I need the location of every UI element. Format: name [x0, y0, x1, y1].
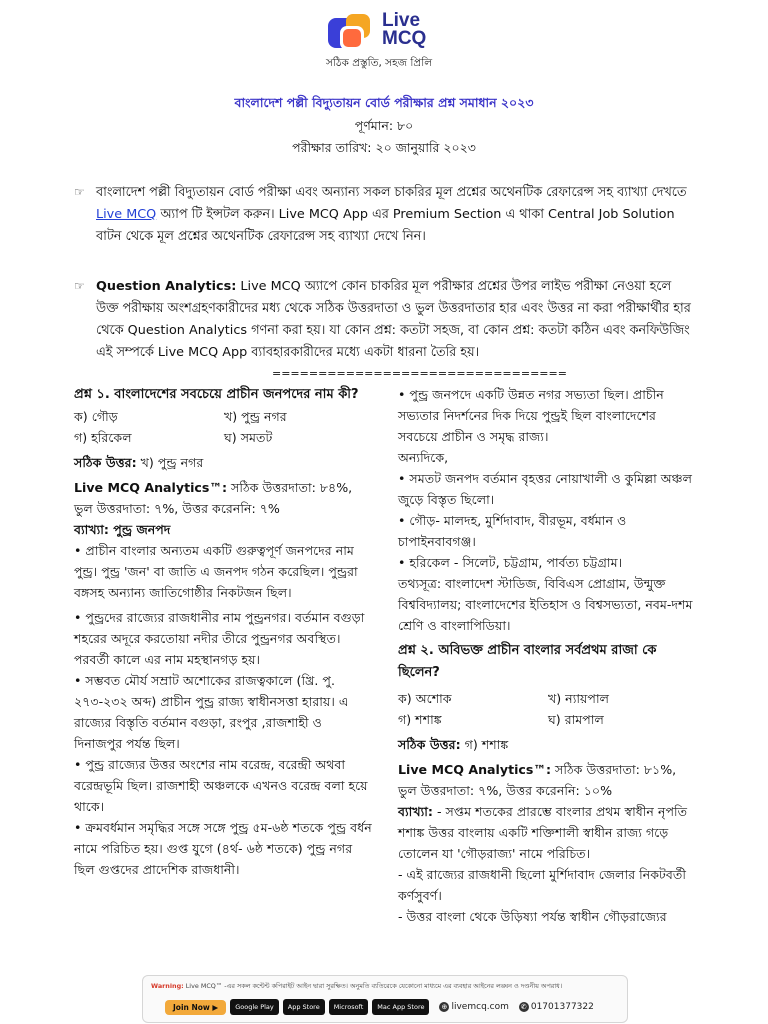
pointing-hand-icon: ☞ — [74, 279, 85, 293]
answer-value: গ) শশাঙ্ক — [460, 737, 509, 752]
explanation-paragraph: - উত্তর বাংলা থেকে উড়িষ্যা পর্যন্ত স্বাধীন গৌড়রাজ্যের — [398, 909, 667, 924]
option-ka: ক) অশোক — [398, 691, 452, 706]
warning-text: Live MCQ™ -এর সকল কন্টেন্ট কপিরাইট আইন দ্বারা সুরক্ষিত। অনুমতি ব্যতিরেকে যেকোনো মাধ্যমে এর ব্যবহার আইনের লঙ্ঘন ও দণ্ডনীয় অপরাধ। — [183, 982, 563, 990]
analytics-label: Live MCQ Analytics™: — [398, 762, 552, 777]
left-column — [74, 384, 374, 880]
question-2-answer — [398, 734, 698, 755]
explanation-paragraph: • সমতট জনপদ বর্তমান বৃহত্তর নোয়াখালী ও কুমিল্লা অঞ্চল জুড়ে বিস্তৃত ছিলো। — [398, 471, 693, 507]
explanation-paragraph: অন্যদিকে, — [398, 450, 449, 465]
phone-icon: ✆ — [519, 1002, 529, 1012]
exam-date: পরীক্ষার তারিখ: ২০ জানুয়ারি ২০২৩ — [292, 140, 476, 155]
footer-actions — [165, 998, 594, 1016]
explanation-label: ব্যাখ্যা: — [398, 804, 433, 819]
mac-app-store-badge[interactable]: Mac App Store — [372, 999, 429, 1015]
logo-tagline: সঠিক প্রস্তুতি, সহজ প্রিলি — [326, 57, 433, 69]
pointing-hand-icon: ☞ — [74, 185, 85, 199]
reference-paragraph: তথ্যসূত্র: বাংলাদেশ স্টাডিজ, বিবিএস প্রোগ্রাম, উন্মুক্ত বিশ্ববিদ্যালয়; বাংলাদেশের ইতিহাস ও বিশ্বসভ্যতা, নবম-দশম শ্রেণি ও বাংলাপিডিয়া। — [398, 576, 693, 633]
full-marks: পূর্ণমান: ৮০ — [354, 118, 414, 133]
intro-paragraph-2 — [96, 276, 694, 364]
website-link[interactable] — [439, 1002, 508, 1012]
analytics-value: সঠিক উত্তরদাতা: ৮১%, ভুল উত্তরদাতা: ৭%, উত্তর করেননি: ১০% — [398, 762, 677, 798]
phone-contact[interactable] — [519, 1002, 594, 1012]
answer-value: খ) পুন্ড্র নগর — [136, 455, 204, 470]
explanation-paragraph: • প্রাচীন বাংলার অন্যতম একটি গুরুত্বপূর্ণ জনপদের নাম পুন্ড্র। পুন্ড্র 'জন' বা জাতি এ জনপদ গঠন করেছিল। পুন্ড্ররা বঙ্গসহ অন্যান্য জাতিগোষ্ঠীর নিকটজন ছিল। — [74, 543, 358, 600]
explanation-paragraph: • সম্ভবত মৌর্য সম্রাট অশোকের রাজত্বকালে (খ্রি. পু. ২৭৩-২৩২ অব্দ) প্রাচীন পুন্ড্র রাজ্য স্বাধীনসত্তা হারায়। এ রাজ্যের বিস্তৃতি বর্তমান বগুড়া, রংপুর ,রাজশাহী ও দিনাজপুর পর্যন্ত ছিল। — [74, 673, 349, 751]
explanation-paragraph: • গৌড়- মালদহ, মুর্শিদাবাদ, বীরভূম, বর্ধমান ও চাপাইনবাবগঞ্জ। — [398, 513, 627, 549]
page-title: বাংলাদেশ পল্লী বিদ্যুতায়ন বোর্ড পরীক্ষার প্রশ্ন সমাধান ২০২৩ — [234, 95, 534, 110]
explanation-paragraph: • ক্রমবর্ধমান সমৃদ্ধির সঙ্গে সঙ্গে পুন্ড্র ৫ম-৬ষ্ঠ শতকে পুন্ড্র বর্ধন নামে পরিচিত হয়। গুপ্ত যুগে (৪র্থ- ৬ষ্ঠ শতকে) পুন্ড্র নগর ছিল গুপ্তদের প্রাদেশিক রাজধানী। — [74, 820, 372, 877]
option-kha: খ) পুন্ড্র নগর — [224, 409, 287, 424]
question-2-options — [398, 688, 698, 730]
globe-icon: ⊕ — [439, 1002, 449, 1012]
warning-label: Warning: — [151, 982, 184, 990]
live-mcq-link[interactable]: Live MCQ — [96, 207, 157, 222]
microsoft-store-badge[interactable]: Microsoft — [329, 999, 369, 1015]
question-1-answer — [74, 452, 374, 473]
right-column — [398, 384, 698, 927]
phone-text: 01701377322 — [530, 1002, 594, 1012]
live-mcq-logo — [326, 12, 446, 70]
question-1-options — [74, 406, 374, 448]
question-2-explanation — [398, 801, 698, 864]
logo-line1: Live — [382, 10, 421, 31]
explanation-paragraph: • পুন্ড্র জনপদে একটি উন্নত নগর সভ্যতা ছিল। প্রাচীন সভ্যতার নিদর্শনের দিক দিয়ে পুন্ড্রই ছিল বাংলাদেশের সবচেয়ে প্রাচীন ও সমৃদ্ধ রাজ্য। — [398, 387, 664, 444]
intro-paragraph-1 — [96, 182, 694, 248]
logo-line2: MCQ — [382, 28, 427, 49]
copyright-warning — [151, 981, 621, 992]
intro-text-b: অ্যাপ টি ইন্সটল করুন। Live MCQ App এর Premium Section এ থাকা Central Job Solution বাটন থেকে মূল প্রশ্নের অথেনটিক রেফারেন্স সহ ব্যাখ্যা দেখে নিন। — [96, 207, 675, 244]
option-ga: গ) হরিকেল — [74, 430, 132, 445]
website-text: livemcq.com — [451, 1002, 509, 1012]
explanation-paragraph: • পুন্ড্রদের রাজ্যের রাজধানীর নাম পুন্ড্রনগর। বর্তমান বগুড়া শহরের অদূরে করতোয়া নদীর তীরে পুন্ড্রনগর অবস্থিত। পরবর্তী কালে এর নাম মহস্থানগড় হয়। — [74, 610, 365, 667]
explanation-paragraph: • হরিকেল - সিলেট, চট্টগ্রাম, পার্বত্য চট্টগ্রাম। — [398, 555, 623, 570]
logo-text — [382, 12, 426, 48]
google-play-badge[interactable]: Google Play — [230, 999, 279, 1015]
explanation-text: - সপ্তম শতকের প্রারম্ভে বাংলার প্রথম স্বাধীন নৃপতি শশাঙ্ক উত্তর বাংলায় একটি শক্তিশালী স্বাধীন রাজ্য গড়ে তোলেন যা 'গৌড়রাজ্য' নামে পরিচিত। — [398, 804, 688, 861]
option-gha: ঘ) সমতট — [224, 430, 273, 445]
intro-text-a: বাংলাদেশ পল্লী বিদ্যুতায়ন বোর্ড পরীক্ষা এবং অন্যান্য সকল চাকরির মূল প্রশ্নের অথেনটিক রেফারেন্স সহ ব্যাখ্যা দেখতে — [96, 185, 687, 200]
section-divider: ================================ — [272, 367, 567, 380]
explanation-paragraph: • পুন্ড্র রাজ্যের উত্তর অংশের নাম বরেন্দ্র, বরেন্দ্রী অথবা বরেন্দ্রভূমি ছিল। রাজশাহী অঞ্চলকে এখনও বরেন্দ্র বলা হয়ে থাকে। — [74, 757, 368, 814]
analytics-label: Live MCQ Analytics™: — [74, 480, 228, 495]
analytics-value: সঠিক উত্তরদাতা: ৮৪%, ভুল উত্তরদাতা: ৭%, উত্তর করেননি: ৭% — [74, 480, 353, 516]
question-1-heading: প্রশ্ন ১. বাংলাদেশের সবচেয়ে প্রাচীন জনপদের নাম কী? — [74, 387, 359, 402]
footer-banner — [142, 975, 628, 1023]
option-ka: ক) গৌড় — [74, 409, 118, 424]
question-1-explanation-label — [74, 519, 374, 540]
explanation-paragraph: - এই রাজ্যের রাজধানী ছিলো মুর্শিদাবাদ জেলার নিকটবর্তী কর্ণসুবর্ণ। — [398, 867, 686, 903]
answer-label: সঠিক উত্তর: — [74, 455, 137, 470]
explanation-label: ব্যাখ্যা: পুন্ড্র জনপদ — [74, 522, 171, 537]
answer-label: সঠিক উত্তর: — [398, 737, 461, 752]
question-2-analytics — [398, 759, 698, 801]
option-ga: গ) শশাঙ্ক — [398, 712, 442, 727]
question-2-heading: প্রশ্ন ২. অবিভক্ত প্রাচীন বাংলার সর্বপ্রথম রাজা কে ছিলেন? — [398, 643, 657, 680]
logo-mark-icon — [326, 12, 376, 54]
app-store-badge[interactable]: App Store — [283, 999, 325, 1015]
question-1-analytics — [74, 477, 374, 519]
join-now-button[interactable]: Join Now ▶ — [165, 1000, 226, 1015]
option-gha: ঘ) রামপাল — [548, 712, 604, 727]
question-analytics-text: Live MCQ অ্যাপে কোন চাকরির মূল পরীক্ষার প্রশ্নের উপর লাইভ পরীক্ষা নেওয়া হলে উক্ত পরীক্ষায় অংশগ্রহণকারীদের মধ্য থেকে সঠিক উত্তরদাতা ও ভুল উত্তরদাতার হার এবং উত্তর না করা পরীক্ষার্থীর হার থেকে Question Analytics গণনা করা হয়। যা কোন প্রশ্ন: কতটা সহজ, বা কোন প্রশ্ন: কতটা কঠিন এবং কনফিউজিং এই সম্পর্কে Live MCQ App ব্যাবহারকারীদের মধ্যে একটা ধারনা তৈরি হয়। — [96, 279, 691, 360]
option-kha: খ) ন্যায়পাল — [548, 691, 610, 706]
question-analytics-label: Question Analytics: — [96, 279, 237, 294]
